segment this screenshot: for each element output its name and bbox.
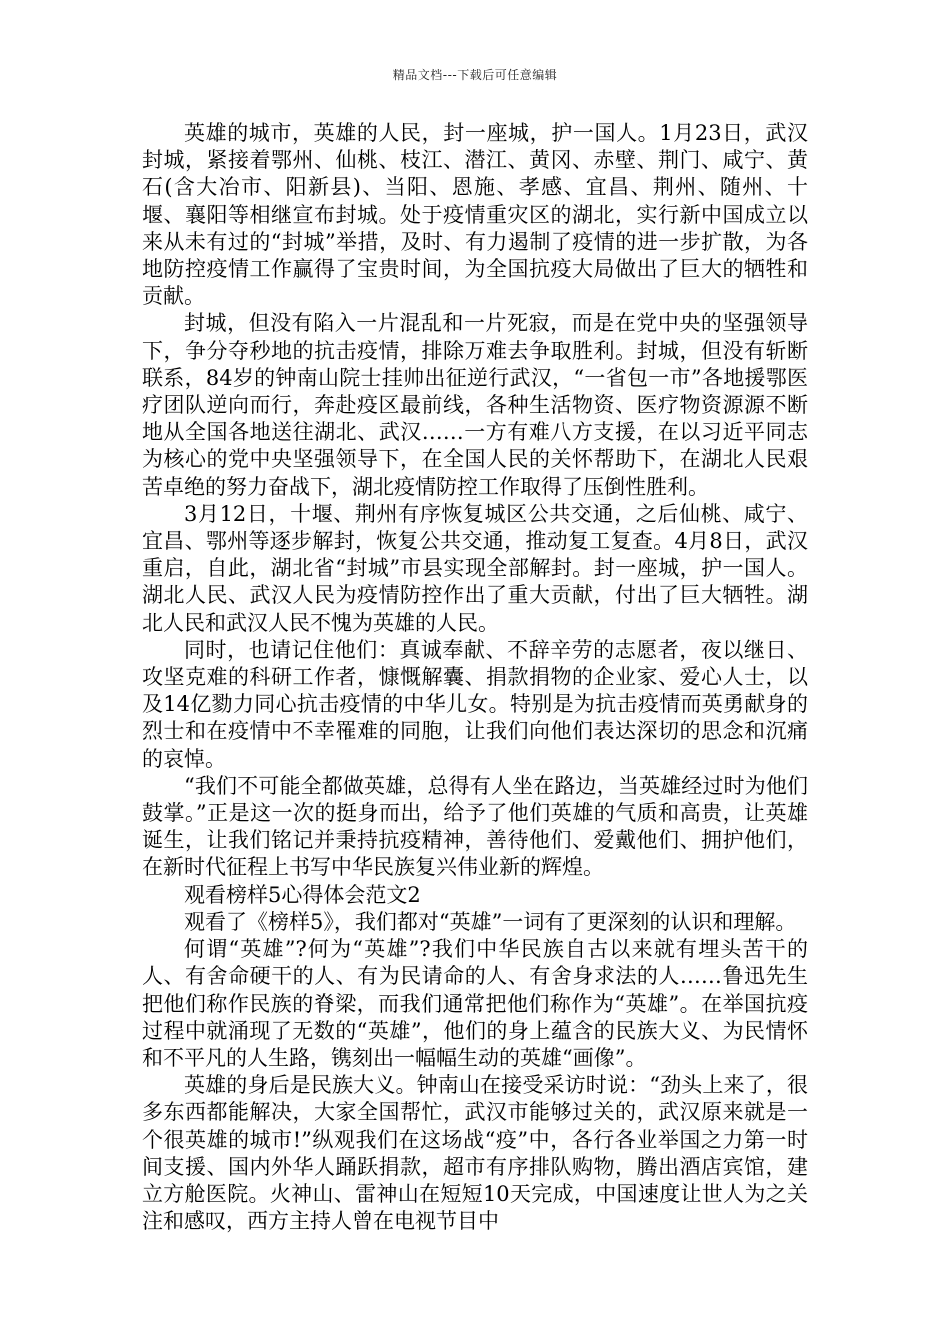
paragraph-4: 同时，也请记住他们：真诚奉献、不辞辛劳的志愿者，夜以继日、攻坚克难的科研工作者，慷慨解囊、捐款捐物的企业家、爱心人士，以及14亿勠力同心抗击疫情的中华儿女。特别是为抗击疫情而英勇献身的烈士和在疫情中不幸罹难的同胞，让我们向他们表达深切的思念和沉痛的哀悼。 xyxy=(142,637,808,771)
paragraph-5: “我们不可能全都做英雄，总得有人坐在路边，当英雄经过时为他们鼓掌。”正是这一次的挺身而出，给予了他们英雄的气质和高贵，让英雄诞生，让我们铭记并秉持抗疫精神，善待他们、爱戴他们、拥护他们，在新时代征程上书写中华民族复兴伟业新的辉煌。 xyxy=(142,773,808,880)
paragraph-3: 3月12日，十堰、荆州有序恢复城区公共交通，之后仙桃、咸宁、宜昌、鄂州等逐步解封，恢复公共交通，推动复工复查。4月8日，武汉重启，自此，湖北省“封城”市县实现全部解封。封一座城，护一国人。湖北人民、武汉人民为疫情防控作出了重大贡献，付出了巨大牺牲。湖北人民和武汉人民不愧为英雄的人民。 xyxy=(142,501,808,635)
paragraph-1: 英雄的城市，英雄的人民，封一座城，护一国人。1月23日，武汉封城，紧接着鄂州、仙桃、枝江、潜江、黄冈、赤壁、荆门、咸宁、黄石(含大冶市、阳新县)、当阳、恩施、孝感、宜昌、荆州、随州、十堰、襄阳等相继宣布封城。处于疫情重灾区的湖北，实行新中国成立以来从未有过的“封城”举措，及时、有力遏制了疫情的进一步扩散，为各地防控疫情工作赢得了宝贵时间，为全国抗疫大局做出了巨大的牺牲和贡献。 xyxy=(142,121,808,309)
section-heading: 观看榜样5心得体会范文2 xyxy=(184,882,421,907)
paragraph-8: 英雄的身后是民族大义。钟南山在接受采访时说：“劲头上来了，很多东西都能解决，大家全国帮忙，武汉市能够过关的，武汉原来就是一个很英雄的城市!”纵观我们在这场战“疫”中，各行各业举国之力第一时间支援、国内外华人踊跃捐款，超市有序排队购物，腾出酒店宾馆，建立方舱医院。火神山、雷神山在短短10天完成，中国速度让世人为之关注和感叹，西方主持人曾在电视节目中 xyxy=(142,1073,808,1234)
paragraph-7: 何谓“英雄”?何为“英雄”?我们中华民族自古以来就有埋头苦干的人、有舍命硬干的人、有为民请命的人、有舍身求法的人……鲁迅先生把他们称作民族的脊梁，而我们通常把他们称作为“英雄”。在举国抗疫过程中就涌现了无数的“英雄”，他们的身上蕴含的民族大义、为民情怀和不平凡的人生路，镌刻出一幅幅生动的英雄“画像”。 xyxy=(142,937,808,1070)
paragraph-2: 封城，但没有陷入一片混乱和一片死寂，而是在党中央的坚强领导下，争分夺秒地的抗击疫情，排除万难去争取胜利。封城，但没有斩断联系，84岁的钟南山院士挂帅出征逆行武汉，“一省包一市”各地援鄂医疗团队逆向而行，奔赴疫区最前线，各种生活物资、医疗物资源源不断地从全国各地送往湖北、武汉……一方有难八方支援，在以习近平同志为核心的党中央坚强领导下，在全国人民的关怀帮助下，在湖北人民艰苦卓绝的努力奋战下，湖北疫情防控工作取得了压倒性胜利。 xyxy=(142,311,808,499)
document-body xyxy=(142,120,808,1235)
page-header: 精品文档---下载后可任意编辑 xyxy=(392,68,558,82)
paragraph-6: 观看了《榜样5》，我们都对“英雄”一词有了更深刻的认识和理解。 xyxy=(184,909,797,934)
